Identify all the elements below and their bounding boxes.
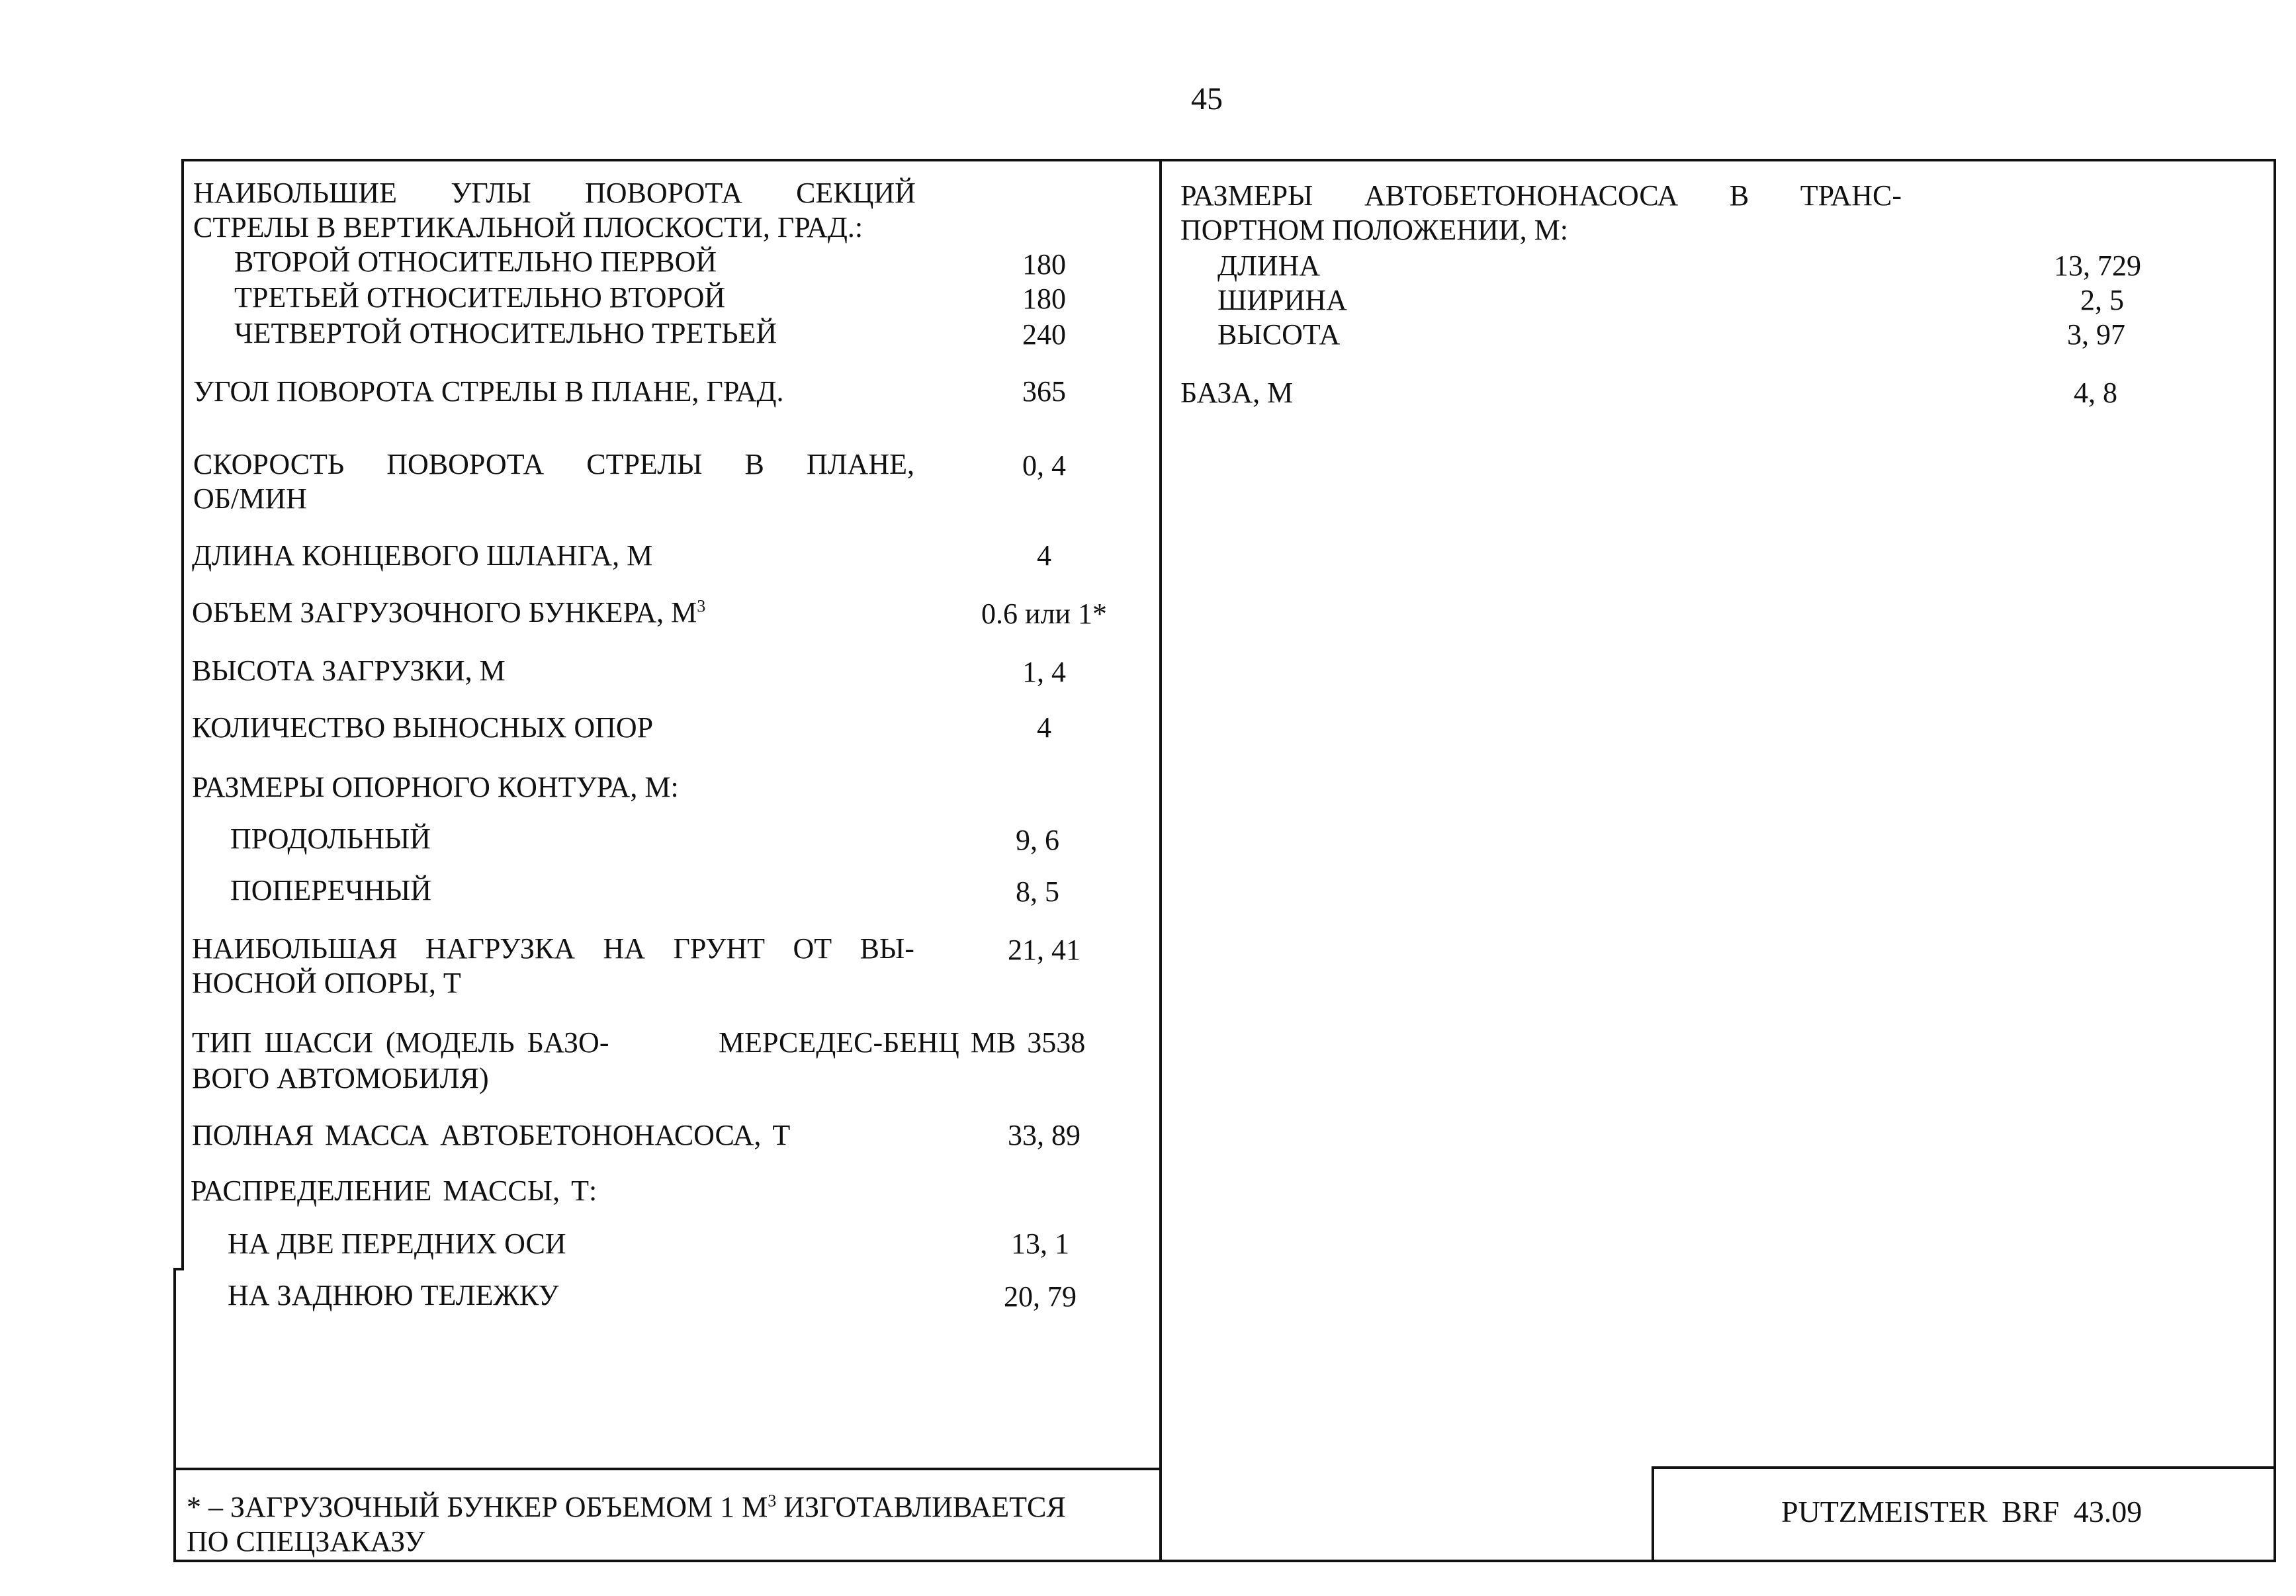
plan-angle-value: 365	[1022, 375, 1066, 408]
angle-label: ЧЕТВЕРТОЙ ОТНОСИТЕЛЬНО ТРЕТЬЕЙ	[234, 317, 777, 349]
ground-load-value: 21, 41	[1008, 934, 1081, 966]
word: ВЫ-	[860, 932, 914, 965]
frame-bottom-border	[173, 1560, 2276, 1562]
total-mass-value: 33, 89	[1008, 1119, 1081, 1151]
ground-load-line1	[192, 932, 914, 966]
hopper-volume-value: 0.6 или 1*	[981, 598, 1108, 630]
frame-middle-divider	[1159, 159, 1162, 1562]
rotation-speed-line2: ОБ/МИН	[193, 482, 307, 515]
plate-left-border	[1652, 1466, 1654, 1562]
transport-title-line2: ПОРТНОМ ПОЛОЖЕНИИ, М:	[1180, 214, 1568, 246]
word: СКОРОСТЬ	[193, 448, 345, 480]
footnote-text: ИЗГОТАВЛИВАЕТСЯ	[776, 1491, 1066, 1523]
dimension-value: 3, 97	[2067, 318, 2125, 351]
plate-top-border	[1652, 1466, 2276, 1469]
word: НА	[603, 932, 646, 965]
max-angles-title-line2: СТРЕЛЫ В ВЕРТИКАЛЬНОЙ ПЛОСКОСТИ, ГРАД.:	[193, 211, 863, 244]
word: РАЗМЕРЫ	[1180, 179, 1313, 212]
dimension-label: ДЛИНА	[1217, 249, 1321, 282]
outrigger-count-value: 4	[1037, 711, 1051, 744]
chassis-value: МЕРСЕДЕС-БЕНЦ МВ 3538	[719, 1026, 1086, 1059]
word: СЕКЦИЙ	[796, 177, 916, 209]
word: ОТ	[793, 932, 832, 965]
footnote-line1	[187, 1490, 1066, 1525]
support-contour-label: ПОПЕРЕЧНЫЙ	[230, 874, 432, 907]
angle-value: 180	[1022, 248, 1066, 281]
dimension-value: 2, 5	[2080, 284, 2124, 316]
max-angles-title-line1	[193, 176, 916, 210]
chassis-line2: ВОГО АВТОМОБИЛЯ)	[192, 1062, 489, 1094]
hose-length-value: 4	[1037, 539, 1051, 572]
word: УГЛЫ	[451, 177, 531, 209]
word: НАГРУЗКА	[425, 932, 576, 965]
footnote-line2: ПО СПЕЦЗАКАЗУ	[187, 1525, 425, 1558]
transport-title-line1	[1180, 179, 1902, 213]
frame-left-border-top	[181, 159, 184, 1270]
frame-left-joint	[173, 1268, 184, 1270]
support-contour-value: 8, 5	[1016, 875, 1059, 908]
dimension-value: 13, 729	[2054, 249, 2141, 282]
word: В	[744, 448, 764, 480]
page-number: 45	[1191, 81, 1223, 116]
mass-distribution-label: НА ДВЕ ПЕРЕДНИХ ОСИ	[228, 1227, 566, 1260]
word: ПОВОРОТА	[386, 448, 545, 480]
word: НАИБОЛЬШАЯ	[192, 932, 398, 965]
footnote-divider	[173, 1468, 1162, 1470]
mass-distribution-value: 20, 79	[1004, 1280, 1077, 1313]
loading-height-value: 1, 4	[1022, 656, 1066, 688]
dimension-label: ШИРИНА	[1217, 284, 1347, 316]
word: ПОВОРОТА	[584, 177, 742, 209]
support-contour-value: 9, 6	[1016, 824, 1059, 856]
footnote-text: * – ЗАГРУЗОЧНЫЙ БУНКЕР ОБЪЕМОМ 1 М	[187, 1491, 768, 1523]
ground-load-line2: НОСНОЙ ОПОРЫ, Т	[192, 967, 461, 999]
wheelbase-label: БАЗА, М	[1180, 377, 1294, 409]
word: НАИБОЛЬШИЕ	[193, 177, 398, 209]
mass-distribution-title: РАСПРЕДЕЛЕНИЕ МАССЫ, Т:	[191, 1175, 597, 1207]
support-contour-label: ПРОДОЛЬНЫЙ	[230, 822, 431, 855]
total-mass-label: ПОЛНАЯ МАССА АВТОБЕТОНОНАСОСА, Т	[192, 1119, 791, 1151]
hopper-volume-text: ОБЪЕМ ЗАГРУЗОЧНОГО БУНКЕРА, М	[192, 596, 697, 629]
dimension-label: ВЫСОТА	[1217, 318, 1341, 351]
frame-right-border	[2274, 159, 2276, 1562]
loading-height-label: ВЫСОТА ЗАГРУЗКИ, М	[192, 654, 506, 687]
frame-left-border-bottom	[173, 1268, 176, 1562]
word: АВТОБЕТОНОНАСОСА	[1364, 179, 1679, 212]
support-contour-title: РАЗМЕРЫ ОПОРНОГО КОНТУРА, М:	[192, 771, 679, 803]
model-plate: PUTZMEISTER BRF 43.09	[1781, 1495, 2142, 1529]
superscript: 3	[768, 1491, 777, 1511]
rotation-speed-value: 0, 4	[1022, 449, 1066, 482]
outrigger-count-label: КОЛИЧЕСТВО ВЫНОСНЫХ ОПОР	[192, 711, 654, 744]
angle-value: 180	[1022, 283, 1066, 315]
wheelbase-value: 4, 8	[2074, 377, 2117, 409]
word: СТРЕЛЫ	[586, 448, 703, 480]
frame-top-border	[181, 159, 2276, 161]
hose-length-label: ДЛИНА КОНЦЕВОГО ШЛАНГА, М	[192, 539, 653, 572]
word: В	[1729, 179, 1749, 212]
mass-distribution-value: 13, 1	[1011, 1227, 1069, 1260]
superscript: 3	[697, 596, 706, 616]
mass-distribution-label: НА ЗАДНЮЮ ТЕЛЕЖКУ	[228, 1279, 559, 1311]
chassis-line1: ТИП ШАССИ (МОДЕЛЬ БАЗО-	[192, 1026, 609, 1059]
angle-label: ТРЕТЬЕЙ ОТНОСИТЕЛЬНО ВТОРОЙ	[234, 281, 726, 314]
angle-label: ВТОРОЙ ОТНОСИТЕЛЬНО ПЕРВОЙ	[234, 245, 717, 278]
word: ПЛАНЕ,	[806, 448, 914, 480]
plan-angle-label: УГОЛ ПОВОРОТА СТРЕЛЫ В ПЛАНЕ, ГРАД.	[193, 375, 784, 408]
hopper-volume-label	[192, 596, 705, 630]
word: ТРАНС-	[1800, 179, 1902, 212]
rotation-speed-line1	[193, 447, 914, 482]
word: ГРУНТ	[673, 932, 766, 965]
angle-value: 240	[1022, 318, 1066, 351]
